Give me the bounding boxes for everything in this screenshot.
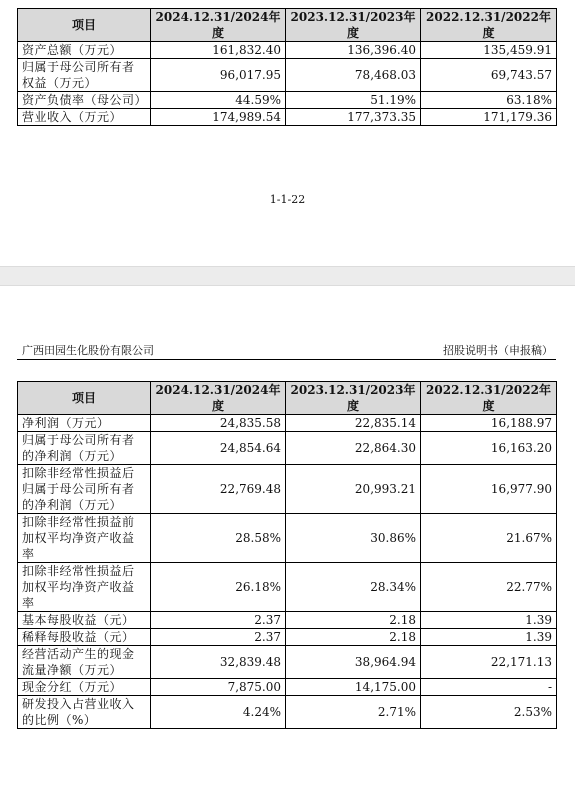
value-2024: 7,875.00 — [151, 679, 286, 696]
value-2022: 69,743.57 — [421, 59, 557, 92]
header-2023: 2023.12.31/2023年度 — [286, 9, 421, 42]
table-row — [18, 92, 557, 109]
header-2023: 2023.12.31/2023年度 — [286, 382, 421, 415]
value-2022: 2.53% — [421, 696, 557, 729]
table-row — [18, 696, 557, 729]
table-row — [18, 415, 557, 432]
row-label: 归属于母公司所有者权益（万元） — [18, 59, 151, 92]
document-title: 招股说明书（申报稿） — [443, 344, 553, 357]
value-2022: - — [421, 679, 557, 696]
row-label: 基本每股收益（元） — [18, 612, 151, 629]
value-2023: 2.18 — [286, 612, 421, 629]
value-2022: 1.39 — [421, 612, 557, 629]
header-item: 项目 — [18, 382, 151, 415]
row-label: 资产总额（万元） — [18, 42, 151, 59]
value-2022: 22.77% — [421, 563, 557, 612]
value-2024: 161,832.40 — [151, 42, 286, 59]
value-2024: 96,017.95 — [151, 59, 286, 92]
table-body-bottom — [18, 415, 557, 729]
row-label: 营业收入（万元） — [18, 109, 151, 126]
value-2023: 22,835.14 — [286, 415, 421, 432]
value-2022: 16,163.20 — [421, 432, 557, 465]
page-number: 1-1-22 — [269, 193, 306, 206]
table-body-top — [18, 42, 557, 126]
header-rule — [17, 359, 556, 360]
value-2022: 16,188.97 — [421, 415, 557, 432]
value-2022: 135,459.91 — [421, 42, 557, 59]
row-label: 稀释每股收益（元） — [18, 629, 151, 646]
table-row — [18, 42, 557, 59]
value-2023: 28.34% — [286, 563, 421, 612]
value-2024: 32,839.48 — [151, 646, 286, 679]
financial-table-top — [17, 8, 557, 126]
row-label: 经营活动产生的现金流量净额（万元） — [18, 646, 151, 679]
page-lower — [0, 286, 575, 792]
company-name: 广西田园生化股份有限公司 — [22, 344, 154, 357]
table-row — [18, 629, 557, 646]
value-2024: 44.59% — [151, 92, 286, 109]
value-2022: 1.39 — [421, 629, 557, 646]
value-2024: 24,854.64 — [151, 432, 286, 465]
header-2024: 2024.12.31/2024年度 — [151, 9, 286, 42]
value-2024: 2.37 — [151, 629, 286, 646]
value-2023: 30.86% — [286, 514, 421, 563]
value-2022: 21.67% — [421, 514, 557, 563]
value-2024: 28.58% — [151, 514, 286, 563]
table-row — [18, 612, 557, 629]
header-2024: 2024.12.31/2024年度 — [151, 382, 286, 415]
header-2022: 2022.12.31/2022年度 — [421, 382, 557, 415]
value-2023: 136,396.40 — [286, 42, 421, 59]
table-header-row — [18, 9, 557, 42]
value-2022: 63.18% — [421, 92, 557, 109]
row-label: 资产负债率（母公司） — [18, 92, 151, 109]
value-2023: 177,373.35 — [286, 109, 421, 126]
row-label: 扣除非经常性损益后归属于母公司所有者的净利润（万元） — [18, 465, 151, 514]
value-2022: 171,179.36 — [421, 109, 557, 126]
table-row — [18, 514, 557, 563]
table-row — [18, 109, 557, 126]
table-row — [18, 59, 557, 92]
value-2024: 24,835.58 — [151, 415, 286, 432]
row-label: 净利润（万元） — [18, 415, 151, 432]
page-upper — [0, 0, 575, 266]
row-label: 扣除非经常性损益后加权平均净资产收益率 — [18, 563, 151, 612]
value-2024: 22,769.48 — [151, 465, 286, 514]
value-2023: 20,993.21 — [286, 465, 421, 514]
table-header-row — [18, 382, 557, 415]
financial-table-bottom — [17, 381, 557, 729]
value-2024: 26.18% — [151, 563, 286, 612]
value-2023: 22,864.30 — [286, 432, 421, 465]
value-2022: 16,977.90 — [421, 465, 557, 514]
row-label: 扣除非经常性损益前加权平均净资产收益率 — [18, 514, 151, 563]
table-row — [18, 432, 557, 465]
table-row — [18, 679, 557, 696]
value-2023: 38,964.94 — [286, 646, 421, 679]
value-2023: 2.71% — [286, 696, 421, 729]
value-2024: 174,989.54 — [151, 109, 286, 126]
table-row — [18, 646, 557, 679]
value-2023: 14,175.00 — [286, 679, 421, 696]
row-label: 现金分红（万元） — [18, 679, 151, 696]
table-row — [18, 563, 557, 612]
value-2024: 2.37 — [151, 612, 286, 629]
row-label: 研发投入占营业收入的比例（%） — [18, 696, 151, 729]
value-2023: 78,468.03 — [286, 59, 421, 92]
value-2023: 51.19% — [286, 92, 421, 109]
page-separator — [0, 266, 575, 286]
header-item: 项目 — [18, 9, 151, 42]
table-row — [18, 465, 557, 514]
value-2023: 2.18 — [286, 629, 421, 646]
value-2022: 22,171.13 — [421, 646, 557, 679]
row-label: 归属于母公司所有者的净利润（万元） — [18, 432, 151, 465]
header-2022: 2022.12.31/2022年度 — [421, 9, 557, 42]
value-2024: 4.24% — [151, 696, 286, 729]
